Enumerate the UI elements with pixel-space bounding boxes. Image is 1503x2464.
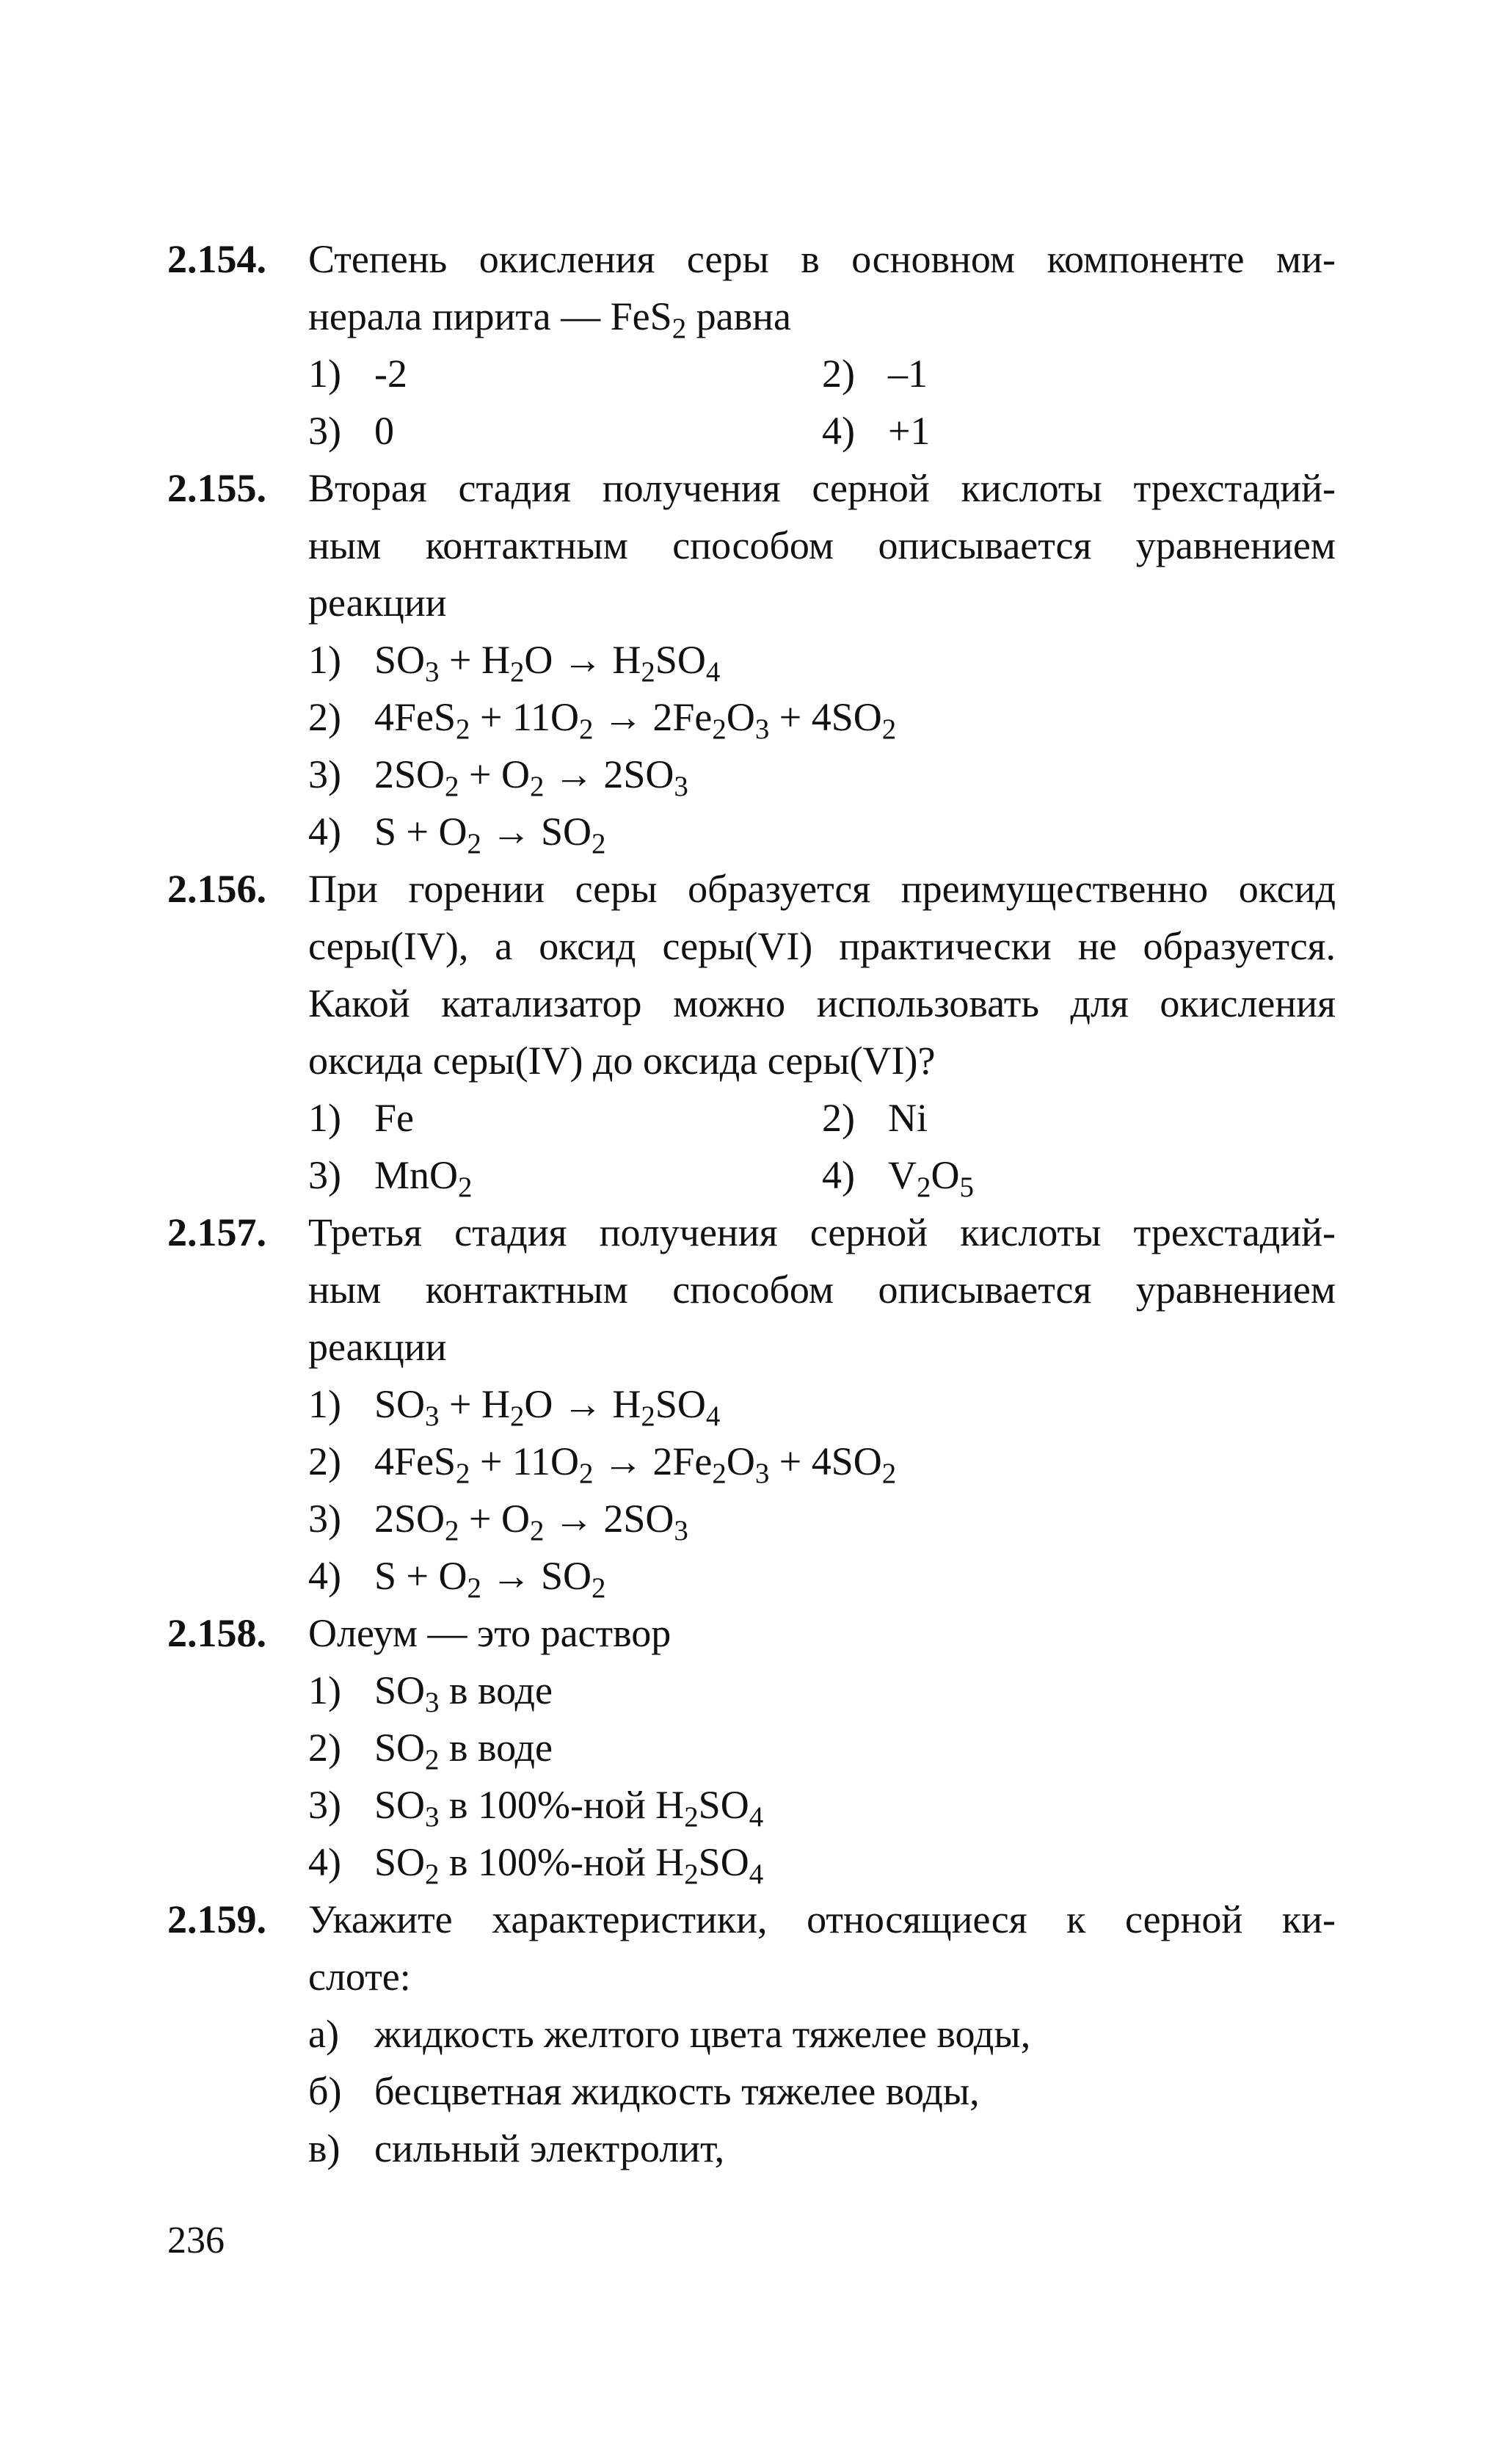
answer-option: 4) $S + O_2 \to SO_2$ xyxy=(308,807,605,856)
question-number: 2.159. xyxy=(167,1897,266,1941)
answer-option: 2) Ni xyxy=(822,1096,928,1140)
question-text: реакции xyxy=(308,581,447,625)
formula-part: 2Fe xyxy=(652,695,713,739)
formula-part: H xyxy=(612,638,641,682)
formula-subscript: 2 xyxy=(445,1514,459,1547)
answer-option: 3) $2SO_2 + O_2 \to 2SO_3$ xyxy=(308,750,688,799)
formula-part: SO xyxy=(540,1554,592,1598)
formula-subscript: 2 xyxy=(529,1514,545,1547)
answer-option: 1) $SO_3 + H_2O \to H_2SO_4$ xyxy=(308,1380,720,1428)
answer-option: 2) $SO_2$ в воде xyxy=(308,1726,553,1776)
reaction-equation xyxy=(374,636,721,688)
formula-subscript: 2 xyxy=(456,1457,470,1489)
formula-subscript: 2 xyxy=(445,770,459,802)
formula-subscript: 3 xyxy=(674,770,688,802)
formula-subscript: 3 xyxy=(425,1400,440,1432)
formula-part: + xyxy=(470,695,512,739)
question-text: Какой катализатор можно использовать для окисления xyxy=(308,981,1336,1025)
formula-subscript: 3 xyxy=(754,713,770,745)
formula-part: + xyxy=(439,1382,481,1426)
formula-part: + xyxy=(459,752,501,796)
formula-part: 11 xyxy=(512,1439,550,1483)
answer-option: 1) $SO_3$ в воде xyxy=(308,1668,553,1718)
answer-option: б) бесцветная жидкость тяжелее воды, xyxy=(308,2069,980,2113)
reaction-equation xyxy=(374,693,897,745)
formula-subscript: 4 xyxy=(705,1400,721,1432)
formula-subscript: 2 xyxy=(529,770,545,802)
question-number: 2.156. xyxy=(167,867,266,911)
question-text: ным контактным способом описывается уравнением xyxy=(308,523,1336,567)
formula-part: O xyxy=(524,1382,553,1426)
formula-part: → xyxy=(593,695,653,739)
question-text: Степень окисления серы в основном компоненте ми- xyxy=(308,237,1336,281)
formula-subscript: 2 xyxy=(712,713,727,745)
reaction-equation xyxy=(374,1380,721,1432)
formula-subscript: 2 xyxy=(881,1457,897,1489)
formula-part: 2SO xyxy=(603,752,674,796)
answer-option: 3) MnO$_2$ xyxy=(308,1153,473,1203)
reaction-equation xyxy=(374,750,688,802)
answer-option: 4) $V_2O_5$ xyxy=(822,1153,974,1203)
formula-part: H xyxy=(481,638,510,682)
question-text: нерала пирита — FeS$_2$ равна xyxy=(308,294,791,344)
formula-part: 2SO xyxy=(374,1497,445,1541)
answer-option: 4) $SO_2$ в 100%-ной $H_2SO_4$ xyxy=(308,1840,764,1890)
formula-subscript: 2 xyxy=(509,1400,525,1432)
formula-part: SO xyxy=(374,638,426,682)
formula-subscript: 2 xyxy=(881,713,897,745)
formula-part: 2SO xyxy=(603,1497,674,1541)
question-text: Вторая стадия получения серной кислоты трехстадий- xyxy=(308,466,1336,510)
formula-part: → xyxy=(553,1382,613,1426)
formula-part: S xyxy=(374,810,397,854)
formula-part: O xyxy=(524,638,553,682)
question-number: 2.154. xyxy=(167,237,266,281)
formula-subscript: 2 xyxy=(591,827,606,860)
formula-part: + xyxy=(396,1554,439,1598)
formula-part: O xyxy=(550,1439,579,1483)
answer-option: 1) $SO_3 + H_2O \to H_2SO_4$ xyxy=(308,636,720,684)
question-text: оксида серы(IV) до оксида серы(VI)? xyxy=(308,1039,936,1083)
reaction-equation xyxy=(374,1552,606,1604)
question-text: Третья стадия получения серной кислоты трехстадий- xyxy=(308,1210,1336,1254)
formula-part: S xyxy=(374,1554,397,1598)
question-text: Олеум — это раствор xyxy=(308,1611,672,1655)
formula-part: O xyxy=(501,1497,530,1541)
formula-part: → xyxy=(481,1554,541,1598)
formula-part: H xyxy=(612,1382,641,1426)
formula-part: + xyxy=(396,810,439,854)
formula-part: SO xyxy=(655,638,706,682)
reaction-equation xyxy=(374,1437,897,1489)
formula-part: + xyxy=(769,695,812,739)
answer-option: 3) $2SO_2 + O_2 \to 2SO_3$ xyxy=(308,1494,688,1543)
formula-part: 2SO xyxy=(374,752,445,796)
formula-subscript: 2 xyxy=(456,713,470,745)
formula-part: → xyxy=(553,638,613,682)
formula-part: → xyxy=(544,752,604,796)
formula-part: 2Fe xyxy=(652,1439,713,1483)
formula-subscript: 2 xyxy=(467,1571,481,1604)
formula-subscript: 3 xyxy=(674,1514,688,1547)
formula-subscript: 4 xyxy=(705,655,721,688)
answer-option: 1) -2 xyxy=(308,352,407,396)
reaction-equation xyxy=(374,1494,688,1547)
question-text: При горении серы образуется преимущественно оксид xyxy=(308,867,1336,911)
formula-part: SO xyxy=(655,1382,706,1426)
formula-subscript: 2 xyxy=(467,827,481,860)
answer-option: 2) $4FeS_2 + 11O_2 \to 2Fe_2O_3 + 4SO_2$ xyxy=(308,1437,896,1486)
question-text: Укажите характеристики, относящиеся к серной ки- xyxy=(308,1897,1336,1941)
formula-subscript: 2 xyxy=(591,1571,606,1604)
formula-subscript: 3 xyxy=(425,655,440,688)
reaction-equation xyxy=(374,807,606,860)
formula-part: + xyxy=(439,638,481,682)
formula-subscript: 2 xyxy=(712,1457,727,1489)
formula-part: O xyxy=(438,810,467,854)
formula-part: SO xyxy=(540,810,592,854)
formula-subscript: 2 xyxy=(578,1457,594,1489)
question-text: ным контактным способом описывается уравнением xyxy=(308,1268,1336,1312)
formula-part: 4FeS xyxy=(374,695,456,739)
formula-part: H xyxy=(481,1382,510,1426)
formula-part: 4SO xyxy=(811,695,882,739)
formula-part: → xyxy=(593,1439,653,1483)
formula-subscript: 2 xyxy=(641,655,655,688)
answer-option: в) сильный электролит, xyxy=(308,2126,725,2170)
formula-subscript: 2 xyxy=(509,655,525,688)
formula-part: O xyxy=(550,695,579,739)
answer-option: 4) $S + O_2 \to SO_2$ xyxy=(308,1552,605,1600)
page-number: 236 xyxy=(167,2220,225,2261)
answer-option: 1) Fe xyxy=(308,1096,414,1140)
answer-option: 2) –1 xyxy=(822,352,928,396)
answer-option: а) жидкость желтого цвета тяжелее воды, xyxy=(308,2012,1031,2056)
formula-part: 11 xyxy=(512,695,550,739)
formula-part: + xyxy=(769,1439,812,1483)
question-text: серы(IV), а оксид серы(VI) практически не образуется. xyxy=(308,924,1336,968)
answer-option: 3) 0 xyxy=(308,409,394,453)
question-number: 2.158. xyxy=(167,1611,266,1655)
answer-option: 4) +1 xyxy=(822,409,931,453)
formula-part: → xyxy=(481,810,541,854)
question-text: слоте: xyxy=(308,1955,411,1999)
question-number: 2.155. xyxy=(167,466,266,510)
question-number: 2.157. xyxy=(167,1210,266,1254)
question-text: реакции xyxy=(308,1325,447,1369)
formula-part: → xyxy=(544,1497,604,1541)
formula-subscript: 2 xyxy=(641,1400,655,1432)
formula-part: SO xyxy=(374,1382,426,1426)
formula-part: 4SO xyxy=(811,1439,882,1483)
answer-option: 2) $4FeS_2 + 11O_2 \to 2Fe_2O_3 + 4SO_2$ xyxy=(308,693,896,741)
formula-part: O xyxy=(438,1554,467,1598)
formula-part: + xyxy=(459,1497,501,1541)
formula-part: O xyxy=(726,1439,755,1483)
formula-part: 4FeS xyxy=(374,1439,456,1483)
formula-part: O xyxy=(501,752,530,796)
formula-subscript: 2 xyxy=(578,713,594,745)
formula-part: O xyxy=(726,695,755,739)
answer-option: 3) $SO_3$ в 100%-ной $H_2SO_4$ xyxy=(308,1783,764,1833)
formula-subscript: 3 xyxy=(754,1457,770,1489)
formula-part: + xyxy=(470,1439,512,1483)
